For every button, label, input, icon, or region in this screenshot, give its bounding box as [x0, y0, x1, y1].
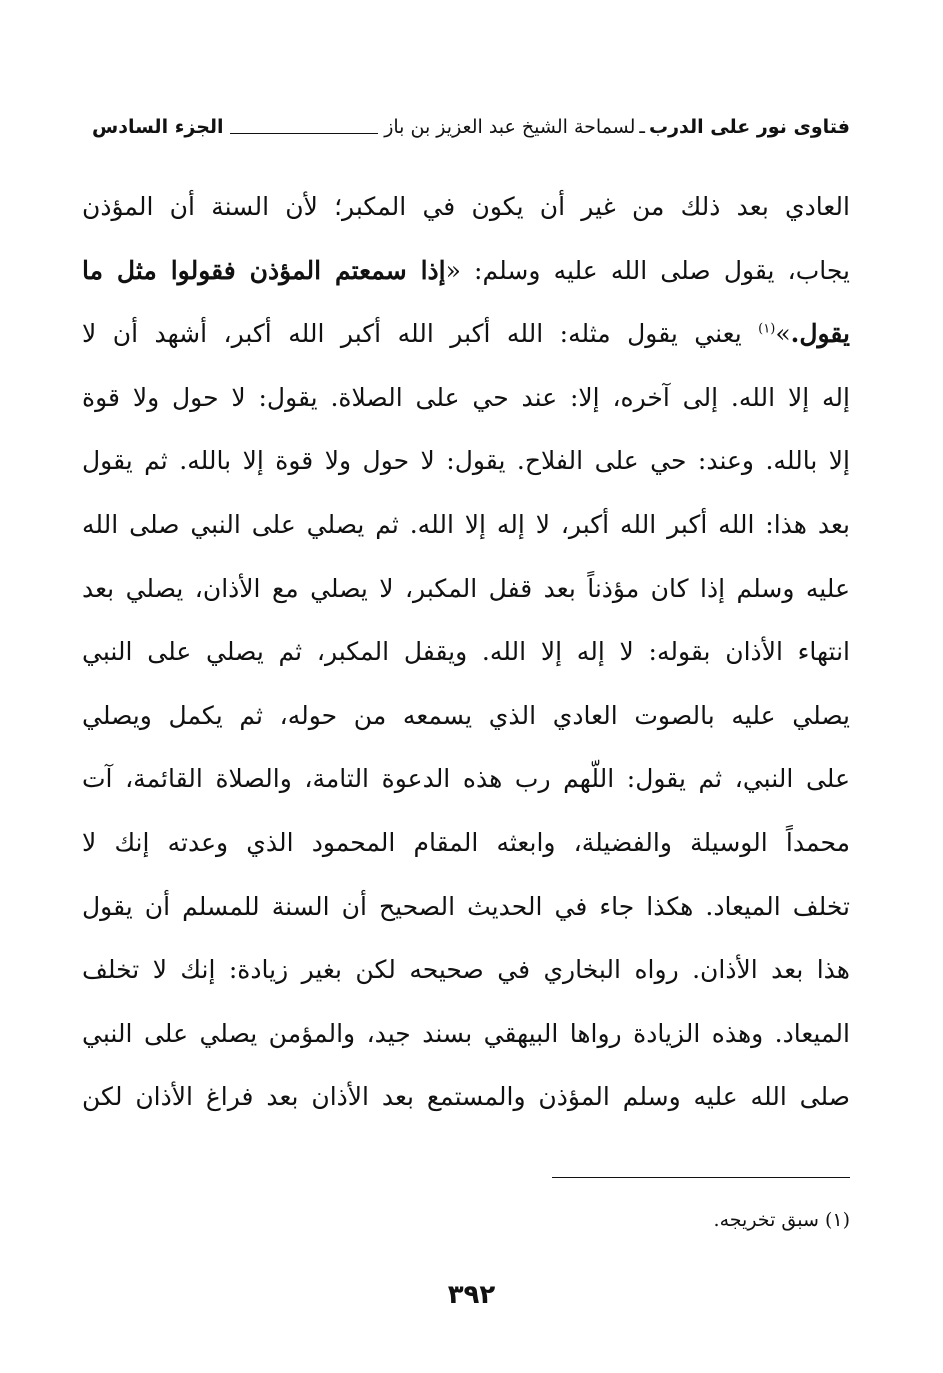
text-line: إلا بالله. وعند: حي على الفلاح. يقول: لا حول ولا قوة إلا بالله. ثم يقول — [82, 446, 850, 476]
text-line: تخلف الميعاد. هكذا جاء في الحديث الصحيح أن السنة للمسلم أن يقول — [82, 891, 850, 921]
text-line: يصلي عليه بالصوت العادي الذي يسمعه من حوله، ثم يكمل ويصلي — [82, 700, 850, 730]
text-line: يجاب، يقول صلى الله عليه وسلم: «إذا سمعتم المؤذن فقولوا مثل ما — [82, 255, 850, 285]
author-name: لسماحة الشيخ عبد العزيز بن باز — [384, 116, 636, 138]
footnote-reference[interactable]: (١) — [758, 321, 776, 337]
text-line: على النبي، ثم يقول: اللّهم رب هذه الدعوة التامة، والصلاة القائمة، آت — [82, 764, 850, 794]
header-rule — [230, 133, 379, 134]
page-number: ٣٩٢ — [447, 1280, 496, 1310]
footnote: (١) سبق تخريجه. — [713, 1209, 850, 1231]
text-line: الميعاد. وهذه الزيادة رواها البيهقي بسند جيد، والمؤمن يصلي على النبي — [82, 1018, 850, 1048]
text-line: انتهاء الأذان بقوله: لا إله إلا الله. ويقفل المكبر، ثم يصلي على النبي — [82, 637, 850, 667]
text-line: عليه وسلم إذا كان مؤذناً بعد قفل المكبر، لا يصلي مع الأذان، يصلي بعد — [82, 573, 850, 603]
running-header — [92, 112, 850, 142]
text-line: هذا بعد الأذان. رواه البخاري في صحيحه لكن بغير زيادة: إنك لا تخلف — [82, 955, 850, 985]
hadith-quote: إذا سمعتم المؤذن فقولوا مثل ما — [82, 255, 446, 285]
text-line: صلى الله عليه وسلم المؤذن والمستمع بعد الأذان بعد فراغ الأذان لكن — [82, 1082, 850, 1112]
body-text — [82, 175, 850, 1129]
text-line: إله إلا الله. إلى آخره، إلا: عند حي على الصلاة. يقول: لا حول ولا قوة — [82, 382, 850, 412]
book-title: فتاوى نور على الدرب — [649, 116, 850, 138]
hadith-quote-end: يقول. — [790, 319, 850, 349]
text-line: بعد هذا: الله أكبر الله أكبر، لا إله إلا الله. ثم يصلي على النبي صلى الله — [82, 509, 850, 539]
footnote-divider — [552, 1177, 850, 1178]
text-line: العادي بعد ذلك من غير أن يكون في المكبر؛ لأن السنة أن المؤذن — [82, 192, 850, 221]
volume-label: الجزء السادس — [92, 116, 224, 138]
text-line: محمداً الوسيلة والفضيلة، وابعثه المقام المحمود الذي وعدته إنك لا — [82, 827, 850, 857]
header-separator: ـ — [639, 116, 645, 138]
text-line: يقول.»$^{(١)}$ يعني يقول مثله: الله أكبر الله أكبر الله أكبر، أشهد أن لا — [82, 319, 850, 349]
